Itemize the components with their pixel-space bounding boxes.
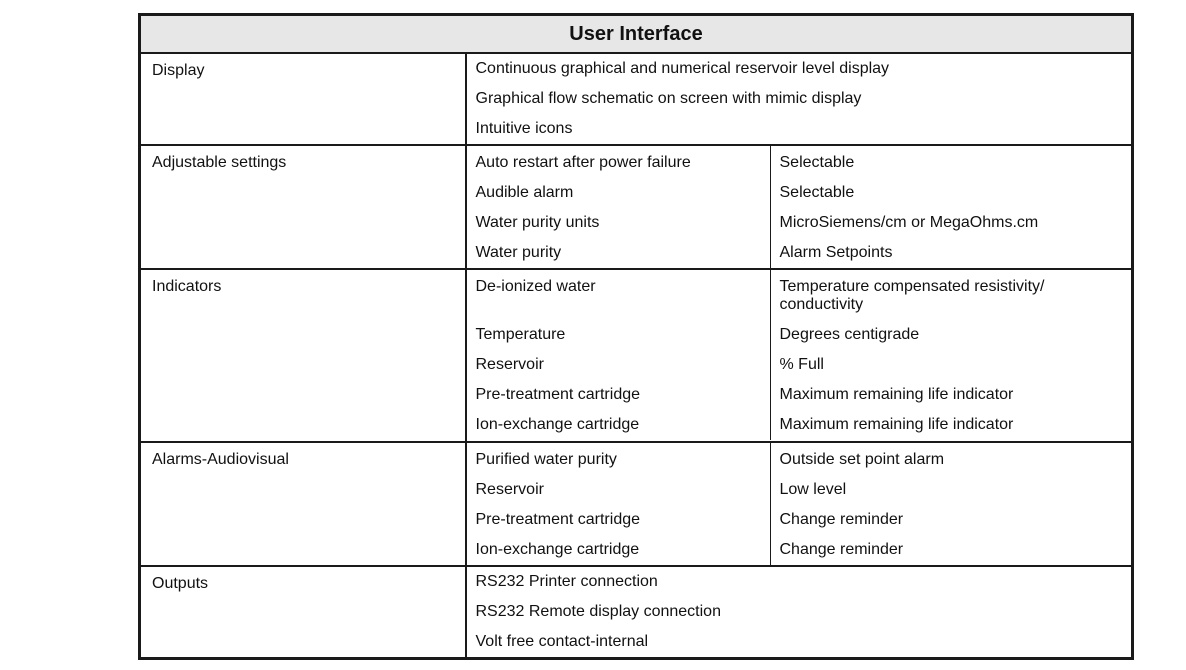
pair-value: Change reminder [779,510,904,528]
pair-value: % Full [779,356,824,374]
pair-value: Alarm Setpoints [779,244,893,262]
category-label: Adjustable settings [140,145,466,269]
description-line: Intuitive icons [475,120,573,137]
pair-value: Selectable [779,154,855,172]
description-line: RS232 Remote display connection [475,602,721,620]
description-list [466,566,1133,659]
description-line: Volt free contact-internal [475,632,649,650]
category-label: Indicators [140,269,466,441]
pair-item: Audible alarm [467,178,771,208]
user-interface-table [138,13,1134,660]
pair-item: Ion-exchange cartridge [467,535,771,565]
pair-item: Pre-treatment cartridge [467,505,771,535]
description-line: RS232 Printer connection [475,572,658,590]
pair-item: Reservoir [467,350,771,380]
pair-value: Low level [779,480,847,498]
pair-value: Temperature compensated resistivity/ conductivity [779,278,1045,314]
setting-pairs [466,269,1133,441]
section-row-adjustable-settings [140,145,1133,269]
table-body [140,53,1133,659]
setting-pairs [466,145,1133,269]
pair-value: Maximum remaining life indicator [779,416,1014,434]
pair-item: Ion-exchange cartridge [467,410,771,440]
pair-item: Pre-treatment cartridge [467,380,771,410]
category-label: Display [140,53,466,145]
section-row-indicators [140,269,1133,441]
pair-value: MicroSiemens/cm or MegaOhms.cm [779,214,1039,232]
description-line: Graphical flow schematic on screen with mimic display [475,90,862,107]
pair-value: Change reminder [779,540,904,558]
setting-pairs [466,442,1133,566]
pair-item: Water purity units [467,208,771,238]
category-label: Alarms-Audiovisual [140,442,466,566]
description-list [466,53,1133,145]
section-row-alarms-audiovisual [140,442,1133,566]
pair-item: Auto restart after power failure [467,146,771,178]
pair-item: Reservoir [467,475,771,505]
description-line: Continuous graphical and numerical reservoir level display [475,60,890,77]
pair-value: Maximum remaining life indicator [779,386,1014,404]
section-row-display [140,53,1133,145]
section-row-outputs [140,566,1133,659]
pair-item: Water purity [467,238,771,268]
pair-value: Outside set point alarm [779,450,945,468]
pair-item: Temperature [467,320,771,350]
table-title: User Interface [140,15,1133,54]
pair-item: De-ionized water [467,270,771,320]
pair-value: Selectable [779,184,855,202]
pair-value: Degrees centigrade [779,326,920,344]
category-label: Outputs [140,566,466,659]
pair-item: Purified water purity [467,443,771,475]
